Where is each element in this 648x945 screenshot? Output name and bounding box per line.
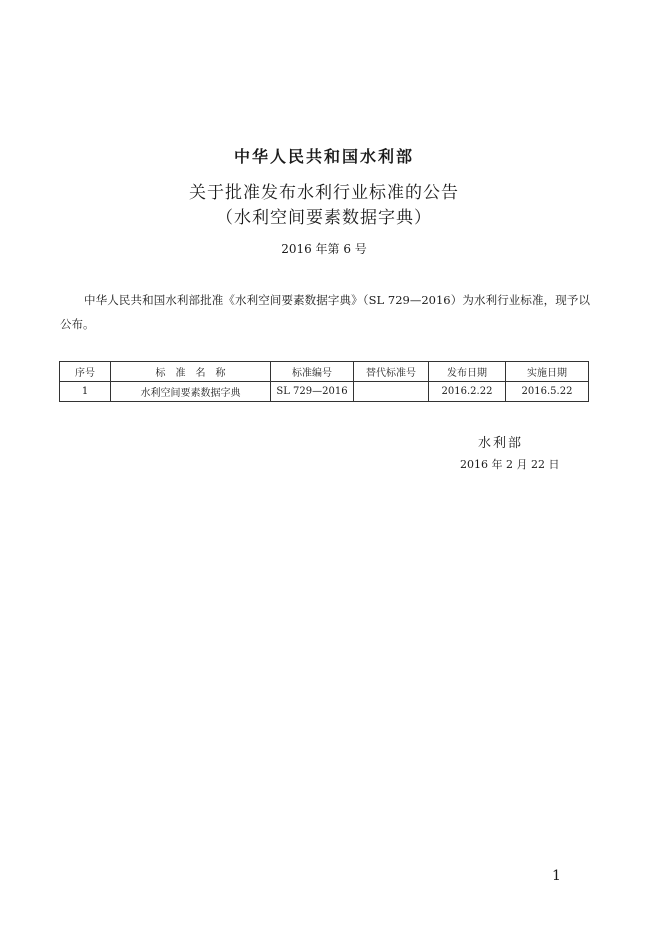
header-effective-date: 实施日期: [506, 362, 589, 382]
issuing-ministry: 中华人民共和国水利部: [233, 147, 414, 166]
cell-replaced-number: [354, 382, 429, 402]
table-header-row: [60, 362, 589, 382]
announcement-subtitle: （水利空间要素数据字典）: [216, 208, 432, 228]
cell-effective-date: 2016.5.22: [506, 382, 589, 402]
announcement-body: 中华人民共和国水利部批准《水利空间要素数据字典》（SL 729—2016）为水利行业标准，现予以公布。: [60, 293, 590, 331]
header-standard-name: 标 准 名 称: [111, 362, 271, 382]
header-replaced-number: 替代标准号: [354, 362, 429, 382]
document-number: 2016 年第 6 号: [281, 242, 367, 256]
signature-date: 2016 年 2 月 22 日: [460, 458, 560, 471]
header-seq: 序号: [60, 362, 111, 382]
announcement-title: 关于批准发布水利行业标准的公告: [189, 183, 459, 203]
standards-table: [59, 361, 589, 402]
header-release-date: 发布日期: [429, 362, 506, 382]
table-row: [60, 382, 589, 402]
signature-organization: 水利部: [478, 436, 524, 451]
page-number: 1: [552, 868, 561, 884]
cell-standard-name: 水利空间要素数据字典: [111, 382, 271, 402]
cell-seq: 1: [60, 382, 111, 402]
cell-release-date: 2016.2.22: [429, 382, 506, 402]
header-standard-number: 标准编号: [271, 362, 354, 382]
cell-standard-number: SL 729—2016: [271, 382, 354, 402]
